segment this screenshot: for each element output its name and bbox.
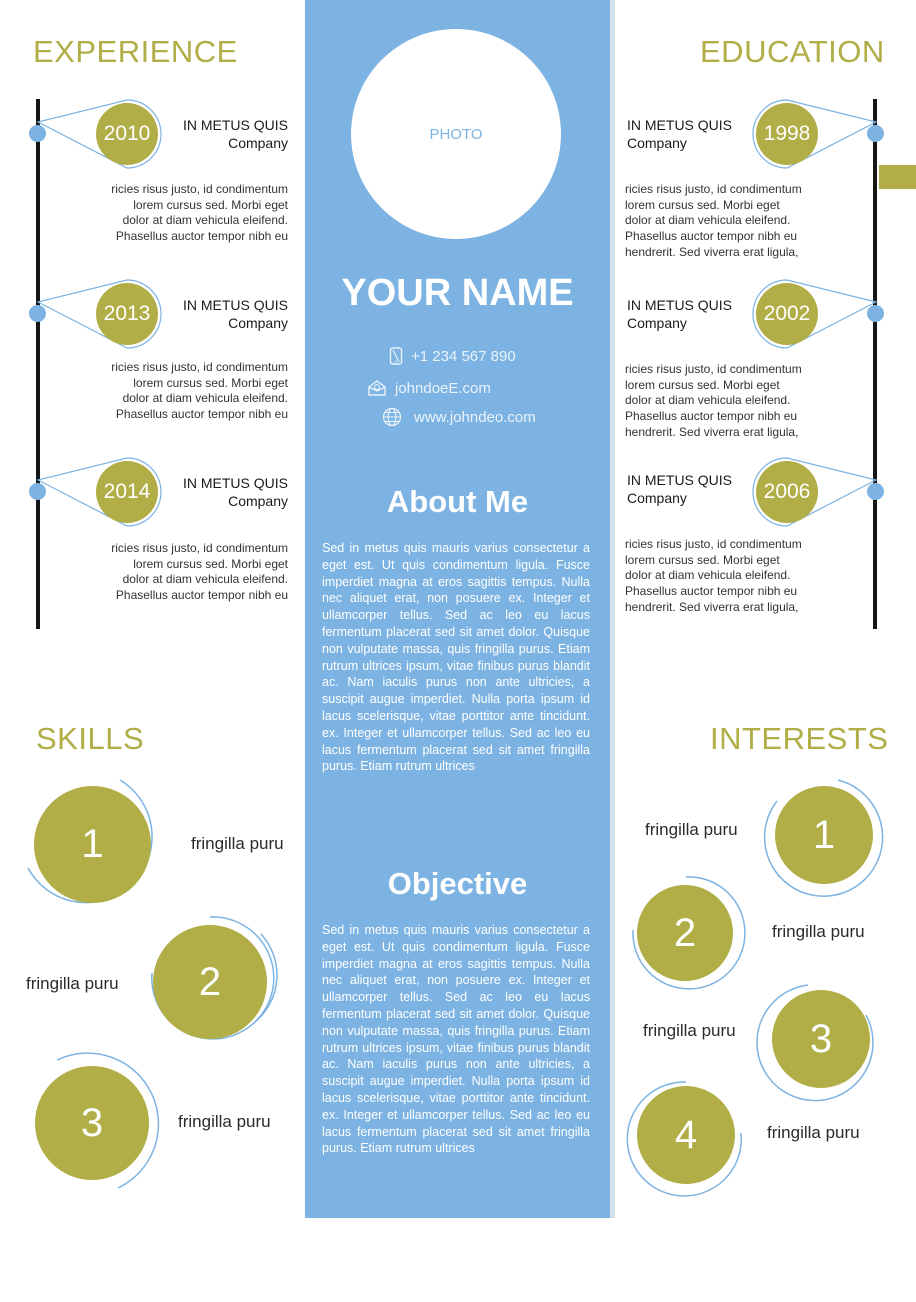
year-badge: 2013 xyxy=(96,283,158,345)
interest-circle-4: 4 xyxy=(637,1086,735,1184)
desc-line: dolor at diam vehicula eleifend. xyxy=(122,572,288,587)
education-entry-2-heading xyxy=(627,296,757,332)
photo-label: PHOTO xyxy=(429,125,483,143)
education-entry-1-heading xyxy=(627,116,757,152)
phone-text: +1 234 567 890 xyxy=(411,347,516,365)
interest-label-2: fringilla puru xyxy=(772,922,865,941)
email-link[interactable]: johndoeE.com xyxy=(395,379,491,397)
year-badge: 2002 xyxy=(756,283,818,345)
name-heading: YOUR NAME xyxy=(341,272,574,314)
skills-title: SKILLS xyxy=(36,721,145,756)
desc-line: ricies risus justo, id condimentum xyxy=(111,541,288,555)
desc-line: ricies risus justo, id condimentum xyxy=(111,360,288,374)
year-badge: 1998 xyxy=(756,103,818,165)
role: IN METUS QUIS xyxy=(627,472,733,488)
education-entry-2-desc xyxy=(625,362,825,441)
skill-circle-1: 1 xyxy=(34,786,151,903)
timeline-dot xyxy=(29,305,46,322)
interest-circle-1: 1 xyxy=(775,786,873,884)
desc-line: Phasellus auctor tempor nibh eu xyxy=(115,588,288,603)
desc-line: dolor at diam vehicula eleifend. xyxy=(625,393,791,408)
company: Company xyxy=(627,490,687,506)
desc-line: ricies risus justo, id condimentum xyxy=(625,537,802,551)
timeline-dot xyxy=(867,305,884,322)
interest-circle-2: 2 xyxy=(637,885,733,981)
interest-circle-3: 3 xyxy=(772,990,870,1088)
desc-line: Phasellus auctor tempor nibh eu xyxy=(115,407,288,422)
role: IN METUS QUIS xyxy=(627,297,733,313)
desc-line: hendrerit. Sed viverra erat ligula, xyxy=(625,424,799,439)
experience-entry-1-desc xyxy=(90,182,288,245)
desc-line: ricies risus justo, id condimentum xyxy=(625,182,802,196)
skill-label-3: fringilla puru xyxy=(178,1112,271,1131)
timeline-dot xyxy=(867,483,884,500)
experience-entry-2-heading xyxy=(150,296,288,332)
role: IN METUS QUIS xyxy=(182,117,288,133)
desc-line: lorem cursus sed. Morbi eget xyxy=(133,197,288,212)
company: Company xyxy=(228,315,288,331)
objective-text: Sed in metus quis mauris varius consectetur a eget est. Ut quis condimentum ligula. Fusce imperdiet magna at eros sagittis tempus. Nulla nec aliquet erat, non posuere ex. Integer et ullamcorper tellus. Sed ac leo eu lacus fermentum placerat sed sit amet dolor. Quisque non vulputate massa, quis fringilla purus. Etiam rutrum ultrices ipsum, vitae finibus purus blandit ac. Nam iaculis purus non ante ultricies, a suscipit augue imperdiet. Nulla porta ipsum id lacus scelerisque, vitae porttitor ante tincidunt. ex. Integer et ullamcorper tellus. Sed ac leo eu lacus fermentum placerat sed sit amet fringilla purus. Etiam rutrum ultrices xyxy=(322,923,590,1156)
timeline-dot xyxy=(29,483,46,500)
website-link[interactable]: www.johndeo.com xyxy=(414,408,536,426)
company: Company xyxy=(627,135,687,151)
interest-label-4: fringilla puru xyxy=(767,1123,860,1142)
desc-line: lorem cursus sed. Morbi eget xyxy=(625,197,780,212)
role: IN METUS QUIS xyxy=(627,117,733,133)
about-heading: About Me xyxy=(386,484,529,519)
education-entry-1-desc xyxy=(625,182,825,261)
role: IN METUS QUIS xyxy=(182,475,288,491)
desc-line: dolor at diam vehicula eleifend. xyxy=(122,391,288,406)
experience-entry-3-desc xyxy=(90,541,288,604)
year-badge: 2006 xyxy=(756,461,818,523)
timeline-dot xyxy=(29,125,46,142)
experience-title: EXPERIENCE xyxy=(33,34,238,69)
role: IN METUS QUIS xyxy=(182,297,288,313)
desc-line: lorem cursus sed. Morbi eget xyxy=(133,375,288,390)
education-entry-3-desc xyxy=(625,537,825,616)
skill-label-2: fringilla puru xyxy=(26,974,119,993)
desc-line: lorem cursus sed. Morbi eget xyxy=(133,556,288,571)
desc-line: hendrerit. Sed viverra erat ligula, xyxy=(625,244,799,259)
experience-entry-3-heading xyxy=(150,474,288,510)
skill-circle-3: 3 xyxy=(35,1066,149,1180)
year-badge: 2014 xyxy=(96,461,158,523)
desc-line: ricies risus justo, id condimentum xyxy=(625,362,802,376)
skill-label-1: fringilla puru xyxy=(191,834,284,853)
experience-entry-2-desc xyxy=(90,360,288,423)
desc-line: ricies risus justo, id condimentum xyxy=(111,182,288,196)
education-entry-3-heading xyxy=(627,471,757,507)
experience-entry-1-heading xyxy=(150,116,288,152)
year-badge: 2010 xyxy=(96,103,158,165)
interests-title: INTERESTS xyxy=(710,721,889,756)
desc-line: dolor at diam vehicula eleifend. xyxy=(625,568,791,583)
about-text: Sed in metus quis mauris varius consectetur a eget est. Ut quis condimentum ligula. Fusce imperdiet magna at eros sagittis tempus. Nulla nec aliquet erat, non posuere ex. Integer et ullamcorper tellus. Sed ac leo eu lacus fermentum placerat sed sit amet dolor. Quisque non vulputate massa, quis fringilla purus. Etiam rutrum ultrices ipsum, vitae finibus purus blandit ac. Nam iaculis purus non ante ultricies, a suscipit augue imperdiet. Nulla porta ipsum id lacus scelerisque, vitae porttitor ante tincidunt. ex. Integer et ullamcorper tellus. Sed ac leo eu lacus fermentum placerat sed sit amet fringilla purus. Etiam rutrum ultrices xyxy=(322,541,590,774)
desc-line: Phasellus auctor tempor nibh eu xyxy=(115,229,288,244)
skill-circle-2: 2 xyxy=(153,925,267,1039)
interest-label-1: fringilla puru xyxy=(645,820,738,839)
company: Company xyxy=(627,315,687,331)
interest-label-3: fringilla puru xyxy=(643,1021,736,1040)
timeline-dot xyxy=(867,125,884,142)
desc-line: dolor at diam vehicula eleifend. xyxy=(625,213,791,228)
desc-line: Phasellus auctor tempor nibh eu xyxy=(625,229,798,244)
desc-line: hendrerit. Sed viverra erat ligula, xyxy=(625,599,799,614)
company: Company xyxy=(228,493,288,509)
objective-heading: Objective xyxy=(387,866,528,901)
desc-line: Phasellus auctor tempor nibh eu xyxy=(625,409,798,424)
desc-line: dolor at diam vehicula eleifend. xyxy=(122,213,288,228)
desc-line: Phasellus auctor tempor nibh eu xyxy=(625,584,798,599)
company: Company xyxy=(228,135,288,151)
education-title: EDUCATION xyxy=(700,34,885,69)
desc-line: lorem cursus sed. Morbi eget xyxy=(625,377,780,392)
desc-line: lorem cursus sed. Morbi eget xyxy=(625,552,780,567)
